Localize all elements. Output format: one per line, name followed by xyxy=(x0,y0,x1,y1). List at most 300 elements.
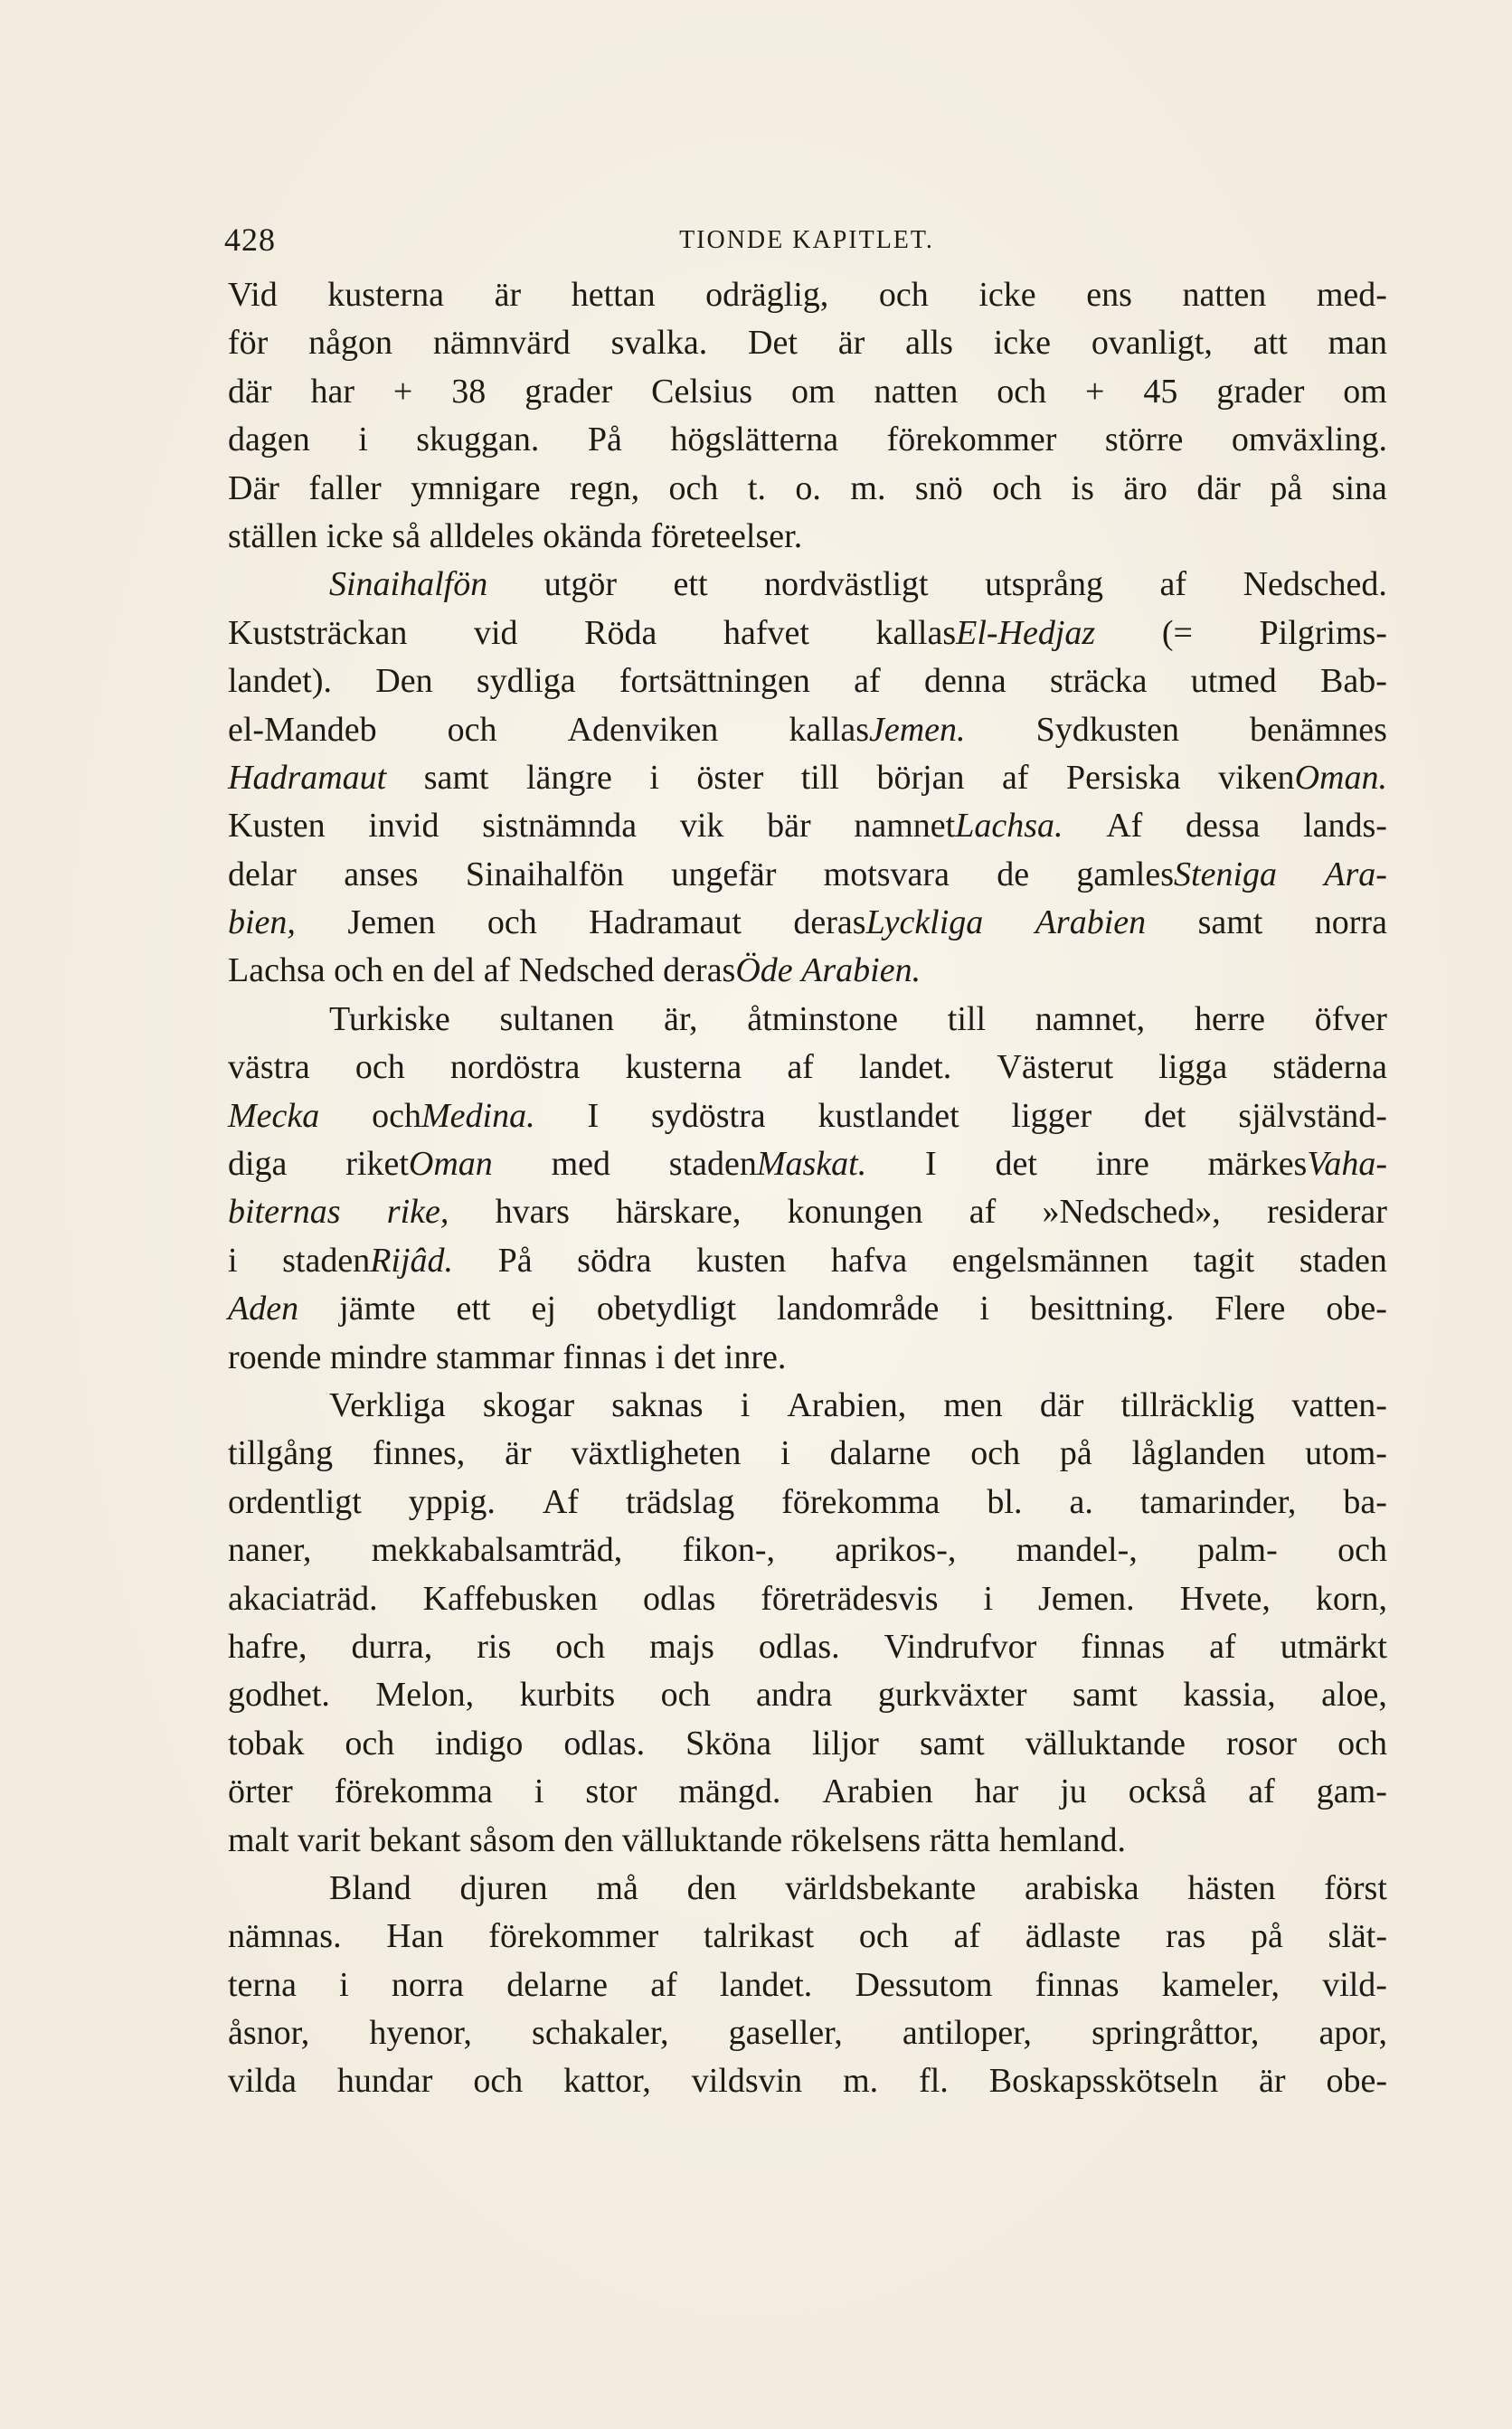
text: i xyxy=(740,1385,751,1424)
text: öster xyxy=(696,758,764,797)
word xyxy=(1315,996,1387,1044)
italic-text: Oman. xyxy=(1294,758,1387,797)
word xyxy=(920,1720,985,1768)
word xyxy=(228,947,334,995)
text: längre xyxy=(525,758,612,797)
text: i xyxy=(358,421,368,459)
word xyxy=(1096,1140,1149,1188)
word xyxy=(824,851,950,899)
text: is xyxy=(1071,468,1094,507)
text: man xyxy=(1328,324,1387,363)
word xyxy=(791,1817,930,1865)
text: finnas xyxy=(1081,1627,1166,1666)
text: samt xyxy=(1197,903,1263,942)
word xyxy=(372,1092,534,1140)
text: landet. xyxy=(858,1048,952,1087)
word xyxy=(874,368,958,416)
word xyxy=(997,851,1029,899)
word xyxy=(987,1479,1022,1526)
text: af xyxy=(787,1048,814,1087)
word xyxy=(563,1720,645,1768)
word xyxy=(1218,754,1387,802)
word xyxy=(674,561,708,609)
word xyxy=(555,1623,605,1671)
text: regn, xyxy=(570,468,640,507)
word xyxy=(1160,561,1187,609)
word xyxy=(568,706,719,754)
word xyxy=(430,513,543,561)
word xyxy=(1248,1768,1275,1816)
word xyxy=(1321,1671,1387,1719)
word xyxy=(392,513,430,561)
italic-text: Ara- xyxy=(1324,855,1387,893)
italic-text: biternas xyxy=(228,1193,341,1232)
text: välluktande xyxy=(621,1820,783,1859)
text: delar xyxy=(228,855,297,893)
word xyxy=(329,1865,411,1913)
text-line xyxy=(228,465,1387,513)
text: residerar xyxy=(1267,1193,1387,1232)
word xyxy=(1216,368,1304,416)
word xyxy=(785,1865,976,1913)
word xyxy=(326,513,392,561)
word xyxy=(1226,1720,1297,1768)
word xyxy=(228,1913,342,1961)
text: självständ- xyxy=(1238,1096,1387,1135)
text: sydöstra xyxy=(650,1096,766,1135)
text: obetydligt xyxy=(596,1290,737,1328)
word xyxy=(670,416,838,464)
word xyxy=(483,1382,574,1430)
text: fikon-, xyxy=(682,1531,775,1570)
text: sina xyxy=(1331,468,1387,507)
word xyxy=(228,1479,362,1526)
text: Lachsa xyxy=(228,951,326,990)
text: norra xyxy=(1314,903,1387,942)
word xyxy=(386,1913,443,1961)
word xyxy=(1042,1188,1220,1236)
text: Sköna xyxy=(685,1724,772,1763)
word xyxy=(433,947,484,995)
word xyxy=(997,368,1046,416)
text: namnet xyxy=(854,807,956,846)
text: på xyxy=(1250,1917,1283,1956)
text: snö xyxy=(914,468,963,507)
text: yppig. xyxy=(408,1482,496,1521)
word xyxy=(1012,1092,1092,1140)
word xyxy=(1025,1720,1186,1768)
text: af xyxy=(1209,1627,1236,1666)
text: och xyxy=(555,1627,606,1666)
text: och xyxy=(878,276,929,314)
word xyxy=(948,996,986,1044)
word xyxy=(298,1817,369,1865)
text: af xyxy=(953,1917,981,1956)
text: de xyxy=(997,855,1030,893)
word xyxy=(1187,1865,1275,1913)
text: hafva xyxy=(830,1241,908,1280)
text: terna xyxy=(228,1965,297,2004)
text: men xyxy=(943,1385,1003,1424)
text: där xyxy=(1039,1385,1084,1424)
text: antiloper, xyxy=(902,2014,1032,2053)
word xyxy=(228,1817,298,1865)
text: och xyxy=(1337,1531,1387,1570)
text: + xyxy=(392,372,413,411)
text: odlas xyxy=(643,1579,716,1618)
text: Af xyxy=(542,1482,579,1521)
text-line xyxy=(228,1382,1387,1430)
word xyxy=(830,1430,931,1478)
word xyxy=(943,1382,1002,1430)
word xyxy=(482,802,637,850)
text: tamarinder, xyxy=(1139,1482,1297,1521)
text: Flere xyxy=(1214,1290,1286,1328)
text: med xyxy=(551,1145,610,1184)
text: och xyxy=(447,710,497,749)
word xyxy=(651,368,752,416)
text: af xyxy=(650,1965,677,2004)
text: till xyxy=(947,999,987,1038)
text: godhet. xyxy=(228,1676,330,1715)
text: och xyxy=(668,468,719,507)
word xyxy=(1036,706,1179,754)
text-line xyxy=(228,1961,1387,2009)
word xyxy=(339,1285,415,1333)
word xyxy=(228,754,386,802)
word xyxy=(469,1817,564,1865)
word xyxy=(456,1285,490,1333)
text: och xyxy=(334,951,383,990)
page-header xyxy=(224,213,1389,268)
text: anses xyxy=(344,855,419,893)
word xyxy=(1081,1623,1165,1671)
word xyxy=(1332,465,1387,513)
word xyxy=(1196,465,1241,513)
word xyxy=(352,1623,433,1671)
word xyxy=(661,1671,711,1719)
text: svalka. xyxy=(610,324,708,363)
word xyxy=(1324,851,1387,899)
text: »Nedsched», xyxy=(1042,1193,1221,1232)
word xyxy=(228,1961,297,2009)
word xyxy=(704,1913,814,1961)
text: sistnämnda xyxy=(482,807,638,846)
text: nämnas. xyxy=(228,1917,342,1956)
text: + xyxy=(1085,372,1105,411)
text-line xyxy=(228,1575,1387,1623)
text: dessa xyxy=(1186,807,1261,846)
text: landet. xyxy=(719,1965,813,2004)
word xyxy=(663,947,801,995)
word xyxy=(228,465,279,513)
text: ungefär xyxy=(671,855,777,893)
italic-text: Hadramaut xyxy=(228,758,387,797)
word xyxy=(1035,996,1145,1044)
text-line xyxy=(228,1285,1387,1333)
text: m. xyxy=(843,2062,879,2101)
text: mekkabalsamträd, xyxy=(371,1531,623,1570)
text: korn, xyxy=(1315,1579,1387,1618)
text: såsom xyxy=(468,1820,555,1859)
text: och xyxy=(487,903,537,942)
word xyxy=(1326,2057,1387,2105)
text: kattor, xyxy=(563,2062,651,2101)
text: har xyxy=(974,1772,1019,1811)
text: fortsättningen xyxy=(619,662,810,701)
word xyxy=(625,1044,742,1092)
text: Persiska xyxy=(1066,758,1181,797)
text: ymnigare xyxy=(411,468,541,507)
word xyxy=(724,1334,787,1382)
word xyxy=(1337,1720,1387,1768)
text-line xyxy=(228,2057,1387,2105)
word xyxy=(611,1382,703,1430)
text-line xyxy=(228,706,1387,754)
text-line xyxy=(228,1140,1387,1188)
italic-text: Arabien. xyxy=(801,951,921,990)
word xyxy=(436,1334,562,1382)
text: Sydkusten xyxy=(1035,710,1179,749)
text: riket xyxy=(345,1145,409,1184)
word xyxy=(308,319,392,367)
word xyxy=(329,996,450,1044)
word xyxy=(584,610,657,657)
word xyxy=(1091,319,1213,367)
word xyxy=(1144,1092,1186,1140)
word xyxy=(1267,1188,1387,1236)
text: hästen xyxy=(1187,1868,1276,1907)
word xyxy=(925,1140,937,1188)
text: kallas xyxy=(875,613,957,652)
text: ett xyxy=(673,565,708,604)
word xyxy=(368,802,439,850)
text: har xyxy=(310,372,354,411)
text: den xyxy=(563,1820,614,1859)
text: Celsius xyxy=(651,372,753,411)
word xyxy=(228,1526,311,1574)
word xyxy=(373,1430,465,1478)
word xyxy=(1191,657,1277,705)
text: ligger xyxy=(1011,1096,1092,1135)
italic-text: rike, xyxy=(386,1193,449,1232)
word xyxy=(999,1817,1126,1865)
text-line xyxy=(228,1865,1387,1913)
word xyxy=(996,1140,1037,1188)
text: ett xyxy=(456,1290,491,1328)
text: märkes xyxy=(1207,1145,1308,1184)
italic-text: Mecka xyxy=(228,1096,320,1135)
word xyxy=(1326,1285,1387,1333)
text: åtminstone xyxy=(747,999,898,1038)
word xyxy=(487,899,537,947)
text: där xyxy=(1196,468,1241,507)
text: el-Mandeb xyxy=(228,710,377,749)
word xyxy=(228,2057,297,2105)
text: odlas. xyxy=(758,1627,840,1666)
text: där xyxy=(228,372,272,411)
text: ris xyxy=(477,1627,512,1666)
word xyxy=(1272,1044,1387,1092)
text: okända xyxy=(543,516,642,555)
word xyxy=(519,947,663,995)
word xyxy=(1076,851,1277,899)
text: är xyxy=(1259,2062,1286,2101)
word xyxy=(854,802,1063,850)
text: hyenor, xyxy=(369,2014,472,2053)
text-line xyxy=(228,1044,1387,1092)
text-line xyxy=(228,657,1387,705)
text: mängd. xyxy=(678,1772,781,1811)
word xyxy=(570,465,639,513)
text: och xyxy=(354,1048,405,1087)
text: viken xyxy=(1218,758,1295,797)
text: vik xyxy=(679,807,724,846)
word xyxy=(1066,754,1181,802)
text: i xyxy=(228,1241,238,1280)
word xyxy=(649,754,659,802)
text-line xyxy=(228,1334,1387,1382)
running-head: TIONDE KAPITLET. xyxy=(679,226,934,254)
text: talrikast xyxy=(703,1917,815,1956)
text: kassia, xyxy=(1183,1676,1276,1715)
word xyxy=(228,2009,309,2057)
word xyxy=(822,1768,932,1816)
text: af xyxy=(483,951,511,990)
word xyxy=(451,368,486,416)
word xyxy=(1186,802,1260,850)
text: världsbekante xyxy=(785,1868,977,1907)
text-line xyxy=(228,1092,1387,1140)
word xyxy=(228,706,377,754)
text: herre xyxy=(1194,999,1265,1038)
word xyxy=(650,513,802,561)
word xyxy=(817,1092,959,1140)
word xyxy=(562,1334,655,1382)
text: staden xyxy=(668,1145,757,1184)
word xyxy=(801,754,839,802)
text: af xyxy=(1248,1772,1275,1811)
text: stor xyxy=(585,1772,638,1811)
word xyxy=(1073,1671,1138,1719)
text: Turkiske xyxy=(329,999,450,1038)
text: odräglig, xyxy=(705,276,829,314)
text: västra xyxy=(228,1048,310,1087)
page-number: 428 xyxy=(224,222,276,258)
text: åsnor, xyxy=(228,2014,310,2053)
word xyxy=(1318,2009,1387,2057)
text: det xyxy=(673,1337,716,1376)
text: i xyxy=(649,758,659,797)
word xyxy=(1291,1382,1387,1430)
word xyxy=(308,465,381,513)
word xyxy=(859,1913,909,1961)
text: vatten- xyxy=(1291,1385,1387,1424)
text: jämte xyxy=(339,1290,416,1328)
word xyxy=(330,1334,436,1382)
word xyxy=(524,368,612,416)
word xyxy=(678,1768,780,1816)
word xyxy=(1322,1961,1387,2009)
word xyxy=(339,1961,349,2009)
word xyxy=(622,1817,791,1865)
word xyxy=(228,1720,304,1768)
text: till xyxy=(800,758,839,797)
text: Nedsched. xyxy=(1243,565,1387,604)
text-line xyxy=(228,1479,1387,1526)
text-line xyxy=(228,1671,1387,1719)
text: och xyxy=(660,1676,711,1715)
word xyxy=(228,851,297,899)
word xyxy=(526,754,612,802)
text: stammar xyxy=(436,1337,554,1376)
text-line xyxy=(228,1768,1387,1816)
word xyxy=(989,2057,1218,2105)
text-line xyxy=(228,271,1387,319)
word xyxy=(228,1237,238,1285)
word xyxy=(664,996,698,1044)
text: Röda xyxy=(584,613,657,652)
text: I xyxy=(925,1145,937,1184)
text: om xyxy=(1343,372,1387,411)
text: finnes, xyxy=(372,1434,466,1473)
word xyxy=(1180,1575,1271,1623)
word xyxy=(531,1285,555,1333)
word xyxy=(543,1479,579,1526)
word xyxy=(985,561,1103,609)
text: utgör xyxy=(543,565,617,604)
text-line xyxy=(228,561,1387,609)
text: natten xyxy=(1182,276,1267,314)
text: kustlandet xyxy=(817,1096,959,1135)
word xyxy=(650,1961,677,2009)
text: nordvästligt xyxy=(764,565,929,604)
text: konungen xyxy=(787,1193,923,1232)
text: dagen xyxy=(228,421,310,459)
word xyxy=(435,1720,523,1768)
word xyxy=(310,368,354,416)
text: så xyxy=(392,516,421,555)
text: kusterna xyxy=(327,276,445,314)
word xyxy=(334,947,392,995)
word xyxy=(228,416,310,464)
word xyxy=(488,1913,658,1961)
word xyxy=(506,1961,608,2009)
text: obe- xyxy=(1326,1290,1387,1328)
word xyxy=(619,657,810,705)
text: Jemen xyxy=(347,903,436,942)
text: saknas xyxy=(611,1385,704,1424)
text: Verkliga xyxy=(329,1385,446,1424)
text: att xyxy=(1252,324,1288,363)
text: inre. xyxy=(723,1337,787,1376)
word xyxy=(685,1720,771,1768)
text: grader xyxy=(1216,372,1305,411)
text: Boskapsskötseln xyxy=(988,2062,1219,2101)
text: dalarne xyxy=(829,1434,931,1473)
word xyxy=(1158,1044,1227,1092)
word xyxy=(764,561,929,609)
word xyxy=(589,899,742,947)
text: gurkväxter xyxy=(877,1676,1027,1715)
word xyxy=(228,1140,287,1188)
word xyxy=(498,1237,533,1285)
word xyxy=(473,2057,523,2105)
text: i xyxy=(983,1579,994,1618)
word xyxy=(1320,657,1387,705)
text-line xyxy=(228,851,1387,899)
word xyxy=(1183,1671,1275,1719)
